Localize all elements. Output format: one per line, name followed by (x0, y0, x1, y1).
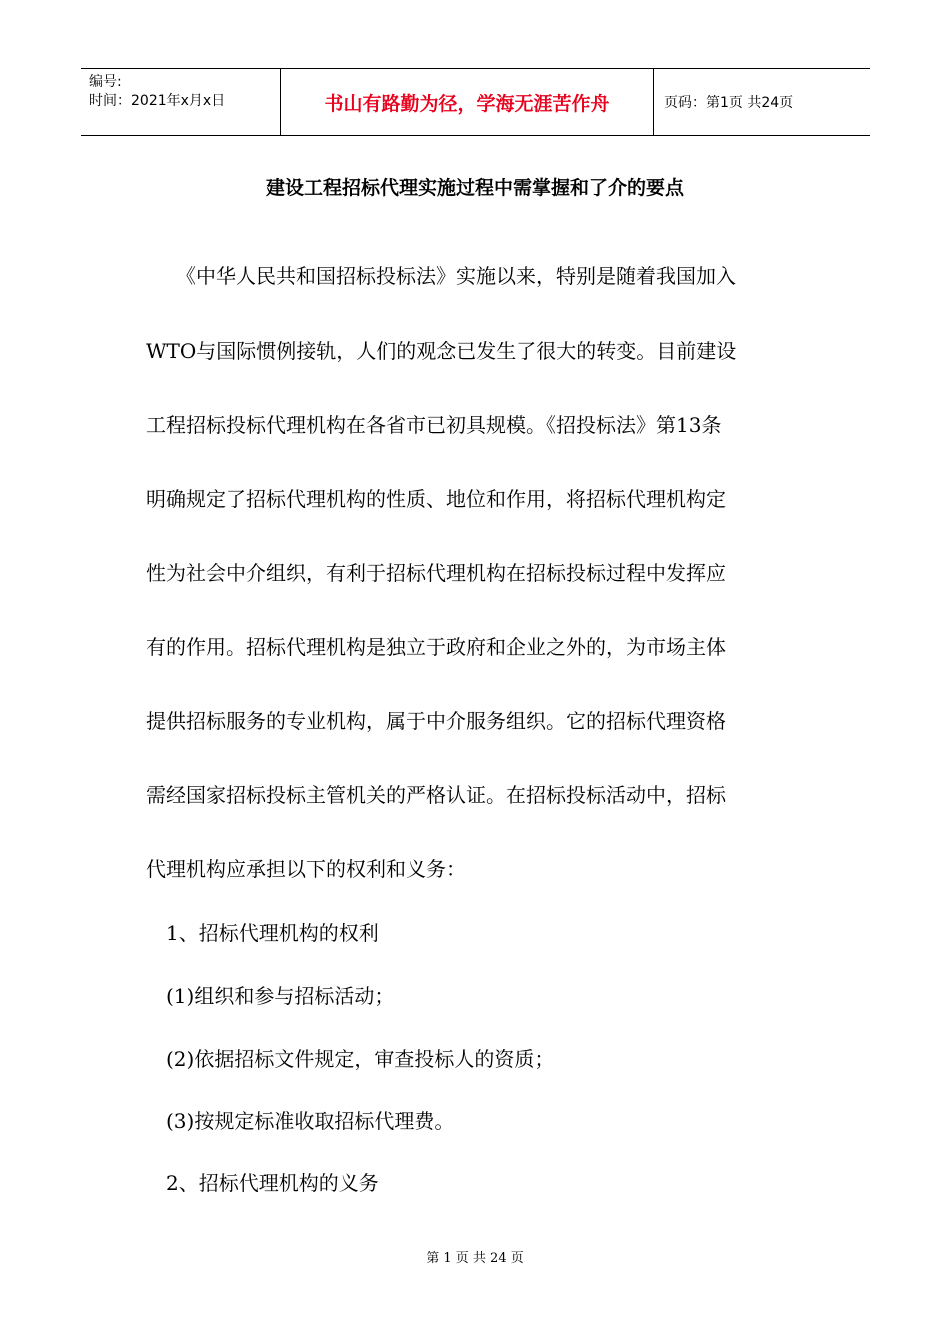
list-item: (1)组织和参与招标活动； (146, 984, 395, 1008)
page-info-cell (654, 69, 870, 135)
page-info-text: 页码：第1页 共24页 (664, 95, 794, 111)
body-line: 有的作用。招标代理机构是独立于政府和企业之外的，为市场主体 (146, 635, 726, 659)
body-line: 代理机构应承担以下的权利和义务： (146, 857, 466, 881)
list-heading: 2、招标代理机构的义务 (146, 1171, 379, 1195)
body-line: 工程招标投标代理机构在各省市已初具规模。《招投标法》第13条 (146, 413, 722, 437)
header-meta-cell (81, 69, 281, 135)
list-item: (2)依据招标文件规定，审查投标人的资质； (146, 1047, 555, 1071)
motto-text: 书山有路勤为径，学海无涯苦作舟 (324, 92, 610, 115)
page-footer: 第 1 页 共 24 页 (426, 1251, 524, 1266)
body-line: 明确规定了招标代理机构的性质、地位和作用，将招标代理机构定 (146, 487, 726, 511)
document-title: 建设工程招标代理实施过程中需掌握和了介的要点 (265, 177, 684, 199)
number-label: 编号: (89, 74, 122, 90)
list-heading: 1、招标代理机构的权利 (146, 921, 379, 945)
body-line: 需经国家招标投标主管机关的严格认证。在招标投标活动中，招标 (146, 783, 726, 807)
date-label: 时间：2021年x月x日 (89, 93, 226, 109)
list-item: (3)按规定标准收取招标代理费。 (146, 1109, 455, 1133)
body-line: 《中华人民共和国招标投标法》实施以来，特别是随着我国加入 (146, 264, 736, 288)
motto-cell (281, 69, 654, 135)
body-line: 提供招标服务的专业机构，属于中介服务组织。它的招标代理资格 (146, 709, 726, 733)
header-table (81, 68, 870, 136)
body-line: WTO与国际惯例接轨，人们的观念已发生了很大的转变。目前建设 (146, 339, 737, 363)
body-line: 性为社会中介组织，有利于招标代理机构在招标投标过程中发挥应 (146, 561, 726, 585)
